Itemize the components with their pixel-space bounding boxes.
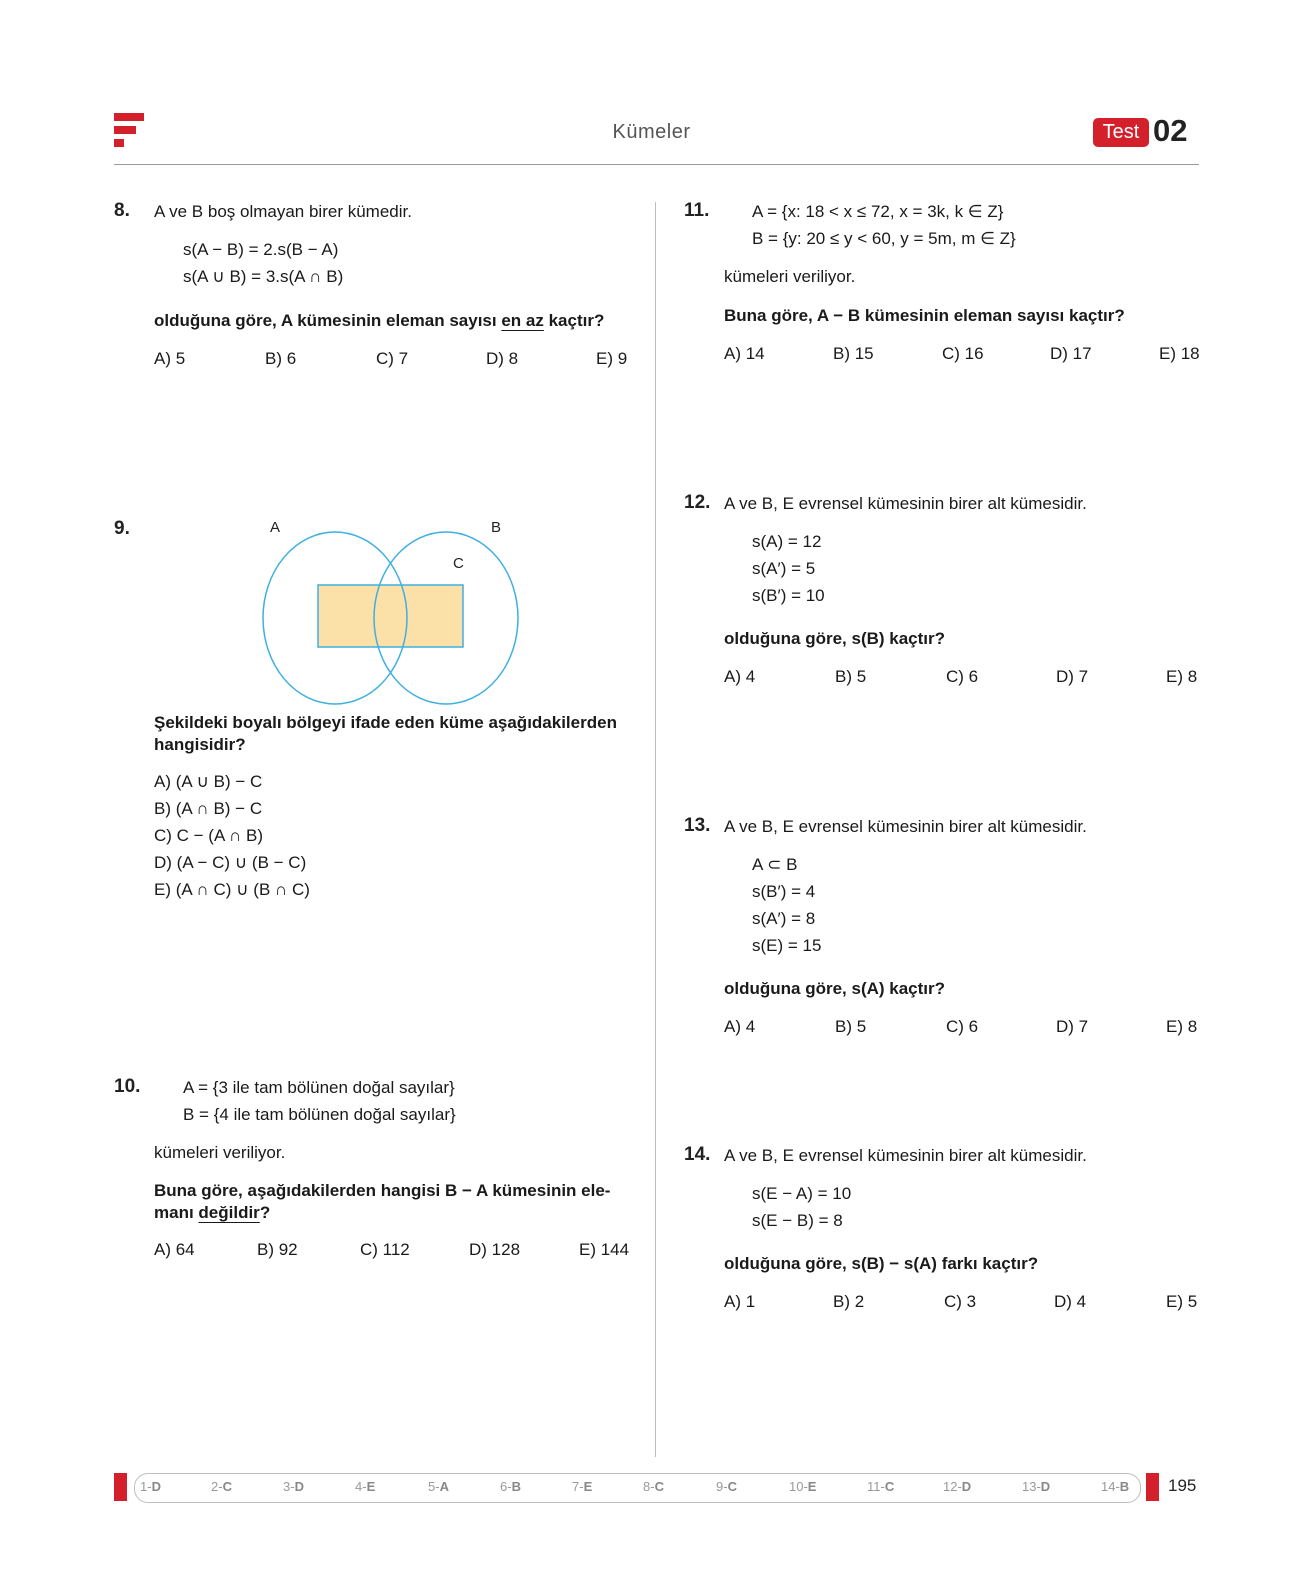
answer-key-question-number: 9- (716, 1479, 728, 1494)
footer-right-accent (1146, 1473, 1159, 1501)
q13-given-3: s(A′) = 8 (752, 909, 816, 928)
q14-choice-a[interactable]: A) 1 (724, 1292, 756, 1311)
test-badge: Test (1093, 118, 1149, 147)
answer-key-letter: C (727, 1479, 737, 1494)
q8-given-1: s(A − B) = 2.s(B − A) (183, 240, 339, 259)
answer-key-question-number: 5- (428, 1479, 440, 1494)
q9-choice-a[interactable]: A) (A ∪ B) − C (154, 772, 263, 791)
answer-key-item (867, 1479, 894, 1494)
q12-given-3: s(B′) = 10 (752, 586, 825, 605)
q11-given-1: A = {x: 18 < x ≤ 72, x = 3k, k ∈ Z} (752, 202, 1004, 221)
q10-choice-d[interactable]: D) 128 (469, 1240, 521, 1259)
q8-choice-b[interactable]: B) 6 (265, 349, 297, 368)
q11-question: Buna göre, A − B kümesinin eleman sayısı kaçtır? (724, 306, 1125, 325)
q10-choice-c[interactable]: C) 112 (360, 1240, 410, 1259)
q10-question-line1: Buna göre, aşağıdakilerden hangisi B − A kümesinin ele- (154, 1181, 611, 1200)
venn-diagram (250, 515, 530, 710)
answer-key-question-number: 6- (500, 1479, 512, 1494)
test-number: 02 (1153, 113, 1188, 148)
header-divider (114, 164, 1199, 165)
q8-choice-c[interactable]: C) 7 (376, 349, 409, 368)
q10-choice-e[interactable]: E) 144 (579, 1240, 630, 1259)
answer-key-item (1101, 1479, 1129, 1494)
answer-key-item (140, 1479, 161, 1494)
q13-number: 13. (684, 815, 711, 836)
set-a-label: A (270, 519, 281, 536)
q13-given-1: A ⊂ B (752, 855, 798, 874)
q12-given-2: s(A′) = 5 (752, 559, 816, 578)
answer-key-question-number: 1- (140, 1479, 152, 1494)
q13-given-4: s(E) = 15 (752, 936, 822, 955)
q12-number: 12. (684, 492, 711, 513)
q8-question: olduğuna göre, A kümesinin eleman sayısı en az kaçtır? (154, 311, 605, 330)
answer-key-item (943, 1479, 971, 1494)
q13-choice-a[interactable]: A) 4 (724, 1017, 756, 1036)
q13-choice-e[interactable]: E) 8 (1166, 1017, 1198, 1036)
q12-question: olduğuna göre, s(B) kaçtır? (724, 629, 946, 648)
answer-key-letter: C (884, 1479, 895, 1494)
q14-choice-b[interactable]: B) 2 (833, 1292, 865, 1311)
answer-key-item (716, 1479, 737, 1494)
q14-choice-e[interactable]: E) 5 (1166, 1292, 1198, 1311)
q11-number: 11. (684, 200, 710, 221)
q9-number: 9. (114, 518, 130, 539)
answer-key-letter: D (294, 1479, 304, 1494)
answer-key-question-number: 2- (211, 1479, 223, 1494)
answer-key-item (283, 1479, 304, 1494)
answer-key-question-number: 3- (283, 1479, 295, 1494)
q12-choice-e[interactable]: E) 8 (1166, 667, 1198, 686)
q9-choice-d[interactable]: D) (A − C) ∪ (B − C) (154, 853, 307, 872)
q11-choice-a[interactable]: A) 14 (724, 344, 765, 363)
set-c-rectangle (318, 585, 463, 647)
q11-intro: kümeleri veriliyor. (724, 267, 856, 286)
q12-choice-a[interactable]: A) 4 (724, 667, 756, 686)
answer-key-item (789, 1479, 816, 1494)
q14-choice-c[interactable]: C) 3 (944, 1292, 977, 1311)
q13-choice-d[interactable]: D) 7 (1056, 1017, 1089, 1036)
q14-number: 14. (684, 1144, 711, 1165)
q8-number: 8. (114, 200, 130, 221)
q10-choice-a[interactable]: A) 64 (154, 1240, 195, 1259)
answer-key-letter: E (583, 1479, 593, 1494)
answer-key-letter: D (1040, 1479, 1051, 1494)
answer-key-letter: D (961, 1479, 972, 1494)
q8-choice-a[interactable]: A) 5 (154, 349, 186, 368)
q13-choice-b[interactable]: B) 5 (835, 1017, 867, 1036)
answer-key-item (500, 1479, 521, 1494)
q14-intro: A ve B, E evrensel kümesinin birer alt kümesidir. (724, 1146, 1087, 1165)
answer-key-item (428, 1479, 449, 1494)
q10-intro: kümeleri veriliyor. (154, 1143, 286, 1162)
q8-intro: A ve B boş olmayan birer kümedir. (154, 202, 412, 221)
answer-key-question-number: 12- (943, 1479, 962, 1494)
q13-given-2: s(B′) = 4 (752, 882, 816, 901)
q12-choice-d[interactable]: D) 7 (1056, 667, 1089, 686)
q12-intro: A ve B, E evrensel kümesinin birer alt kümesidir. (724, 494, 1087, 513)
answer-key-letter: C (654, 1479, 664, 1494)
footer-left-accent (114, 1473, 127, 1501)
answer-key-item (1022, 1479, 1050, 1494)
answer-key-item (211, 1479, 232, 1494)
page-number: 195 (1168, 1476, 1197, 1495)
q12-choice-c[interactable]: C) 6 (946, 667, 979, 686)
answer-key-letter: A (439, 1479, 449, 1494)
q9-question-line1: Şekildeki boyalı bölgeyi ifade eden küme aşağıdakilerden (154, 713, 617, 732)
q8-given-2: s(A ∪ B) = 3.s(A ∩ B) (183, 267, 344, 286)
answer-key-question-number: 14- (1101, 1479, 1120, 1494)
answer-key-letter: B (1119, 1479, 1130, 1494)
answer-key-question-number: 8- (643, 1479, 655, 1494)
column-divider (655, 202, 656, 1457)
set-c-label: C (453, 555, 464, 572)
answer-key-question-number: 7- (572, 1479, 584, 1494)
q9-choice-e[interactable]: E) (A ∩ C) ∪ (B ∩ C) (154, 880, 310, 899)
set-b-label: B (491, 519, 502, 536)
q10-number: 10. (114, 1076, 141, 1097)
page-title: Kümeler (612, 121, 691, 143)
answer-key-question-number: 10- (789, 1479, 808, 1494)
q9-question-line2: hangisidir? (154, 735, 246, 754)
answer-key-item (643, 1479, 664, 1494)
answer-key-letter: B (511, 1479, 521, 1494)
q13-choice-c[interactable]: C) 6 (946, 1017, 979, 1036)
answer-key-letter: D (151, 1479, 161, 1494)
answer-key-letter: E (366, 1479, 376, 1494)
answer-key-question-number: 4- (355, 1479, 367, 1494)
answer-key-question-number: 11- (867, 1479, 885, 1494)
q12-choice-b[interactable]: B) 5 (835, 667, 867, 686)
q13-question: olduğuna göre, s(A) kaçtır? (724, 979, 946, 998)
q14-given-1: s(E − A) = 10 (752, 1184, 852, 1203)
q14-choice-d[interactable]: D) 4 (1054, 1292, 1087, 1311)
answer-key-letter: C (222, 1479, 232, 1494)
q10-choice-b[interactable]: B) 92 (257, 1240, 298, 1259)
answer-key-item (355, 1479, 375, 1494)
q11-choice-c[interactable]: C) 16 (942, 344, 984, 363)
q11-choice-e[interactable]: E) 18 (1159, 344, 1200, 363)
q13-intro: A ve B, E evrensel kümesinin birer alt kümesidir. (724, 817, 1087, 836)
q9-choice-b[interactable]: B) (A ∩ B) − C (154, 799, 263, 818)
q9-choice-c[interactable]: C) C − (A ∩ B) (154, 826, 264, 845)
q11-choice-d[interactable]: D) 17 (1050, 344, 1092, 363)
q11-given-2: B = {y: 20 ≤ y < 60, y = 5m, m ∈ Z} (752, 229, 1016, 248)
answer-key-item (572, 1479, 592, 1494)
q12-given-1: s(A) = 12 (752, 532, 822, 551)
q8-choice-e[interactable]: E) 9 (596, 349, 628, 368)
answer-key-question-number: 13- (1022, 1479, 1041, 1494)
q11-choice-b[interactable]: B) 15 (833, 344, 874, 363)
answer-key-letter: E (807, 1479, 817, 1494)
q8-choice-d[interactable]: D) 8 (486, 349, 519, 368)
q14-question: olduğuna göre, s(B) − s(A) farkı kaçtır? (724, 1254, 1039, 1273)
q10-given-2: B = {4 ile tam bölünen doğal sayılar} (183, 1105, 456, 1124)
q10-given-1: A = {3 ile tam bölünen doğal sayılar} (183, 1078, 455, 1097)
q10-question-line2: manı değildir? (154, 1203, 271, 1222)
q14-given-2: s(E − B) = 8 (752, 1211, 843, 1230)
